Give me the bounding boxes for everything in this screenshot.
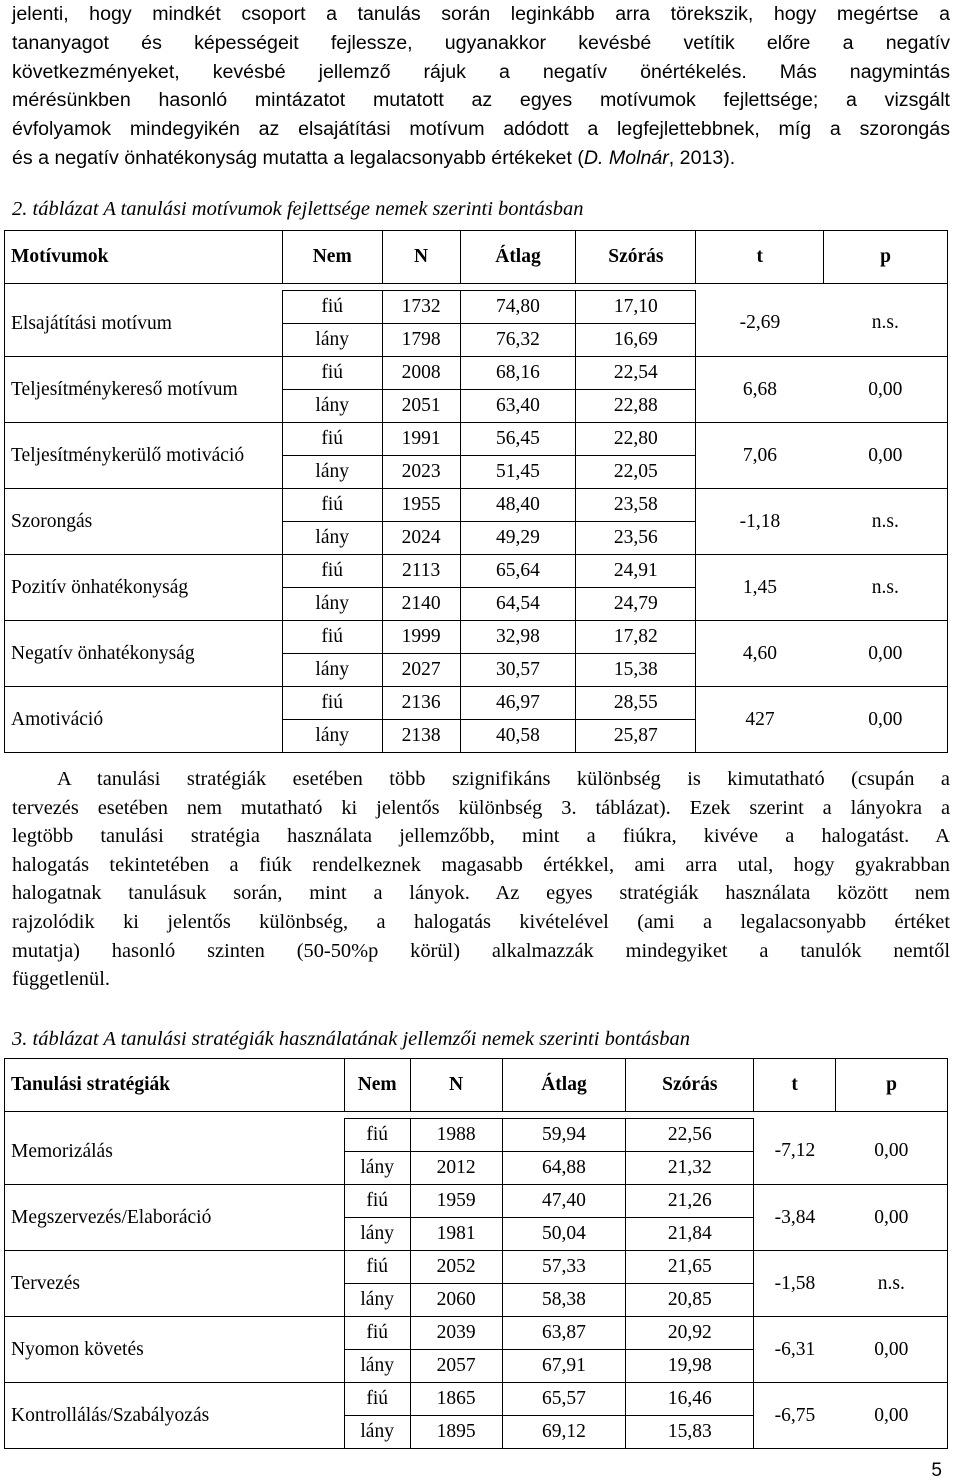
table-cell: 1798	[382, 324, 460, 357]
p-value: n.s.	[836, 1251, 948, 1317]
table-cell: 65,64	[460, 555, 576, 588]
table3-caption: 3. táblázat A tanulási stratégiák használatának jellemzői nemek szerinti bontásban	[12, 1028, 691, 1050]
intro-line: mérésünkben hasonló mintázatot mutatott az egyes motívumok fejlettsége; a vizsgált	[12, 89, 950, 112]
body-line: halogatás tekintetében a fiúk rendelkeznek magasabb értékkel, ami arra utal, hogy gyakrabban	[12, 853, 950, 876]
table-cell: 68,16	[460, 357, 576, 390]
table-row	[5, 555, 948, 588]
table-cell: 1865	[410, 1383, 502, 1416]
table2	[4, 230, 948, 753]
table-cell: lány	[282, 654, 382, 687]
row-label: Negatív önhatékonyság	[5, 621, 283, 687]
table-cell: lány	[282, 522, 382, 555]
table-cell: 1991	[382, 423, 460, 456]
row-label: Tervezés	[5, 1251, 345, 1317]
table-cell: 2023	[382, 456, 460, 489]
table-cell: fiú	[282, 621, 382, 654]
p-value: n.s.	[824, 291, 948, 357]
table-cell: 17,82	[576, 621, 696, 654]
intro-line-last	[12, 144, 950, 173]
table-cell: 20,85	[626, 1284, 754, 1317]
column-header: t	[754, 1059, 836, 1112]
table-cell: lány	[344, 1416, 410, 1449]
t-value: 427	[696, 687, 824, 753]
row-label: Kontrollálás/Szabályozás	[5, 1383, 345, 1449]
table-cell: fiú	[282, 687, 382, 720]
table-cell: 1999	[382, 621, 460, 654]
p-value: 0,00	[836, 1119, 948, 1185]
table-cell: 1959	[410, 1185, 502, 1218]
table-cell: lány	[344, 1350, 410, 1383]
table-cell: 1988	[410, 1119, 502, 1152]
t-value: -1,58	[754, 1251, 836, 1317]
table-cell: 25,87	[576, 720, 696, 753]
table-cell: 21,84	[626, 1218, 754, 1251]
body-paragraph	[12, 765, 950, 994]
t-value: 6,68	[696, 357, 824, 423]
p-value: 0,00	[824, 357, 948, 423]
table-cell: 74,80	[460, 291, 576, 324]
p-value: 0,00	[824, 621, 948, 687]
table-row	[5, 291, 948, 324]
table-cell: fiú	[344, 1251, 410, 1284]
table-cell: 2113	[382, 555, 460, 588]
table-cell: 65,57	[502, 1383, 626, 1416]
table-cell: 21,32	[626, 1152, 754, 1185]
column-header: Tanulási stratégiák	[5, 1059, 345, 1112]
table-cell: 23,58	[576, 489, 696, 522]
t-value: 7,06	[696, 423, 824, 489]
table-row	[5, 621, 948, 654]
table-cell: fiú	[344, 1317, 410, 1350]
table-cell: lány	[344, 1152, 410, 1185]
column-header: p	[824, 231, 948, 284]
header-row	[5, 231, 948, 284]
table-cell: 2052	[410, 1251, 502, 1284]
table-cell: 2060	[410, 1284, 502, 1317]
table-cell: 64,88	[502, 1152, 626, 1185]
t-value: -1,18	[696, 489, 824, 555]
table-cell: 69,12	[502, 1416, 626, 1449]
table-cell: 15,38	[576, 654, 696, 687]
column-header: Átlag	[460, 231, 576, 284]
table-cell: fiú	[282, 489, 382, 522]
row-label: Nyomon követés	[5, 1317, 345, 1383]
table-cell: 47,40	[502, 1185, 626, 1218]
column-header: t	[696, 231, 824, 284]
table-cell: 40,58	[460, 720, 576, 753]
spacer-row	[5, 1112, 948, 1119]
intro-paragraph	[12, 0, 950, 173]
column-header: Szórás	[576, 231, 696, 284]
table-cell: 2136	[382, 687, 460, 720]
table-cell: lány	[344, 1284, 410, 1317]
table-cell: 22,56	[626, 1119, 754, 1152]
table-cell: 2027	[382, 654, 460, 687]
table-cell: 48,40	[460, 489, 576, 522]
table-cell: 58,38	[502, 1284, 626, 1317]
table-cell: fiú	[344, 1185, 410, 1218]
table-row	[5, 687, 948, 720]
table-cell: 56,45	[460, 423, 576, 456]
body-line: A tanulási stratégiák esetében több szignifikáns különbség is kimutatható (csupán a	[57, 768, 950, 790]
table-cell: 2057	[410, 1350, 502, 1383]
table-cell: 19,98	[626, 1350, 754, 1383]
table-cell: 30,57	[460, 654, 576, 687]
table-cell: 21,65	[626, 1251, 754, 1284]
table-cell: 20,92	[626, 1317, 754, 1350]
table-cell: 28,55	[576, 687, 696, 720]
p-value: 0,00	[824, 687, 948, 753]
table-cell: lány	[344, 1218, 410, 1251]
table-cell: 57,33	[502, 1251, 626, 1284]
body-line: rajzolódik ki jelentős különbség, a halogatás kivételével (ami a legalacsonyabb értéket	[12, 910, 950, 933]
table-cell: 63,87	[502, 1317, 626, 1350]
table-cell: 24,91	[576, 555, 696, 588]
table-cell: 22,80	[576, 423, 696, 456]
table-cell: 1732	[382, 291, 460, 324]
table-cell: 16,69	[576, 324, 696, 357]
table-cell: 17,10	[576, 291, 696, 324]
row-label: Amotiváció	[5, 687, 283, 753]
table-cell: 2024	[382, 522, 460, 555]
table-cell: 1981	[410, 1218, 502, 1251]
table-row	[5, 1119, 948, 1152]
table-cell: 32,98	[460, 621, 576, 654]
p-value: 0,00	[824, 423, 948, 489]
table-cell: 15,83	[626, 1416, 754, 1449]
table-cell: fiú	[344, 1383, 410, 1416]
column-header: Nem	[282, 231, 382, 284]
table-cell: 2039	[410, 1317, 502, 1350]
table-cell: 2051	[382, 390, 460, 423]
body-line: tervezés esetében nem mutatható ki jelentős különbség 3. táblázat). Ezek szerint a lányokra a	[12, 796, 950, 819]
intro-line: évfolyamok mindegyikén az elsajátítási motívum adódott a legfejlettebbnek, míg a szorongás	[12, 118, 950, 141]
table-cell: 50,04	[502, 1218, 626, 1251]
table3	[4, 1058, 948, 1449]
column-header: Szórás	[626, 1059, 754, 1112]
row-label: Teljesítménykereső motívum	[5, 357, 283, 423]
table-row	[5, 1251, 948, 1284]
table-cell: 59,94	[502, 1119, 626, 1152]
table-cell: 49,29	[460, 522, 576, 555]
table-cell: lány	[282, 390, 382, 423]
table-cell: 76,32	[460, 324, 576, 357]
spacer-cell	[5, 284, 948, 291]
table-cell: 63,40	[460, 390, 576, 423]
table-cell: fiú	[282, 291, 382, 324]
table-cell: 51,45	[460, 456, 576, 489]
p-value: n.s.	[824, 555, 948, 621]
table-cell: 2140	[382, 588, 460, 621]
t-value: -3,84	[754, 1185, 836, 1251]
intro-line: jelenti, hogy mindkét csoport a tanulás során leginkább arra törekszik, hogy megértse a	[12, 3, 950, 25]
table-cell: lány	[282, 324, 382, 357]
table-cell: 21,26	[626, 1185, 754, 1218]
table-cell: 22,05	[576, 456, 696, 489]
column-header: N	[410, 1059, 502, 1112]
header-row	[5, 1059, 948, 1112]
body-line: halogatnak tanulásuk során, mint a lányok. Az egyes stratégiák használata között nem	[12, 882, 950, 905]
table-row	[5, 1185, 948, 1218]
p-value: n.s.	[824, 489, 948, 555]
table-cell: fiú	[282, 423, 382, 456]
body-line: legtöbb tanulási stratégia használata jellemzőbb, mint a fiúkra, kivéve a halogatást. A	[12, 825, 950, 848]
t-value: 4,60	[696, 621, 824, 687]
table-cell: fiú	[282, 357, 382, 390]
table-cell: 1895	[410, 1416, 502, 1449]
table-cell: 24,79	[576, 588, 696, 621]
table-row	[5, 1317, 948, 1350]
table-cell: 67,91	[502, 1350, 626, 1383]
t-value: -2,69	[696, 291, 824, 357]
table-row	[5, 357, 948, 390]
table-cell: lány	[282, 720, 382, 753]
column-header: N	[382, 231, 460, 284]
p-value: 0,00	[836, 1185, 948, 1251]
t-value: -7,12	[754, 1119, 836, 1185]
table-cell: 2012	[410, 1152, 502, 1185]
page-number: 5	[931, 1460, 942, 1481]
table-row	[5, 423, 948, 456]
table-cell: 2138	[382, 720, 460, 753]
t-value: -6,75	[754, 1383, 836, 1449]
table-cell: 2008	[382, 357, 460, 390]
column-header: Motívumok	[5, 231, 283, 284]
intro-line: tananyagot és képességeit fejlessze, ugyanakkor kevésbé vetítik előre a negatív	[12, 31, 950, 54]
column-header: Átlag	[502, 1059, 626, 1112]
body-line: mutatja) hasonló szinten (50-50%p körül) alkalmazzák mindegyiket a tanulók nemtől	[12, 939, 950, 962]
table-cell: 64,54	[460, 588, 576, 621]
table-cell: 16,46	[626, 1383, 754, 1416]
table-cell: fiú	[282, 555, 382, 588]
table-cell: 1955	[382, 489, 460, 522]
p-value: 0,00	[836, 1317, 948, 1383]
table2-caption: 2. táblázat A tanulási motívumok fejlettsége nemek szerinti bontásban	[12, 198, 584, 220]
row-label: Elsajátítási motívum	[5, 291, 283, 357]
table-cell: 46,97	[460, 687, 576, 720]
body-line: függetlenül.	[12, 968, 110, 991]
p-value: 0,00	[836, 1383, 948, 1449]
spacer-row	[5, 284, 948, 291]
table-cell: 22,88	[576, 390, 696, 423]
table-cell: lány	[282, 456, 382, 489]
column-header: Nem	[344, 1059, 410, 1112]
table-row	[5, 1383, 948, 1416]
table-cell: lány	[282, 588, 382, 621]
row-label: Memorizálás	[5, 1119, 345, 1185]
table-cell: fiú	[344, 1119, 410, 1152]
row-label: Megszervezés/Elaboráció	[5, 1185, 345, 1251]
citation-author: D. Molnár	[583, 146, 669, 169]
row-label: Pozitív önhatékonyság	[5, 555, 283, 621]
table-cell: 22,54	[576, 357, 696, 390]
table-row	[5, 489, 948, 522]
row-label: Szorongás	[5, 489, 283, 555]
row-label: Teljesítménykerülő motiváció	[5, 423, 283, 489]
t-value: 1,45	[696, 555, 824, 621]
intro-line: következményeket, kevésbé jellemző rájuk a negatív önértékelés. Más nagymintás	[12, 60, 950, 83]
intro-last-pre: és a negatív önhatékonyság mutatta a legalacsonyabb értékeket (	[12, 146, 584, 169]
table-cell: 23,56	[576, 522, 696, 555]
intro-last-post: , 2013).	[668, 146, 736, 169]
spacer-cell	[5, 1112, 948, 1119]
column-header: p	[836, 1059, 948, 1112]
t-value: -6,31	[754, 1317, 836, 1383]
